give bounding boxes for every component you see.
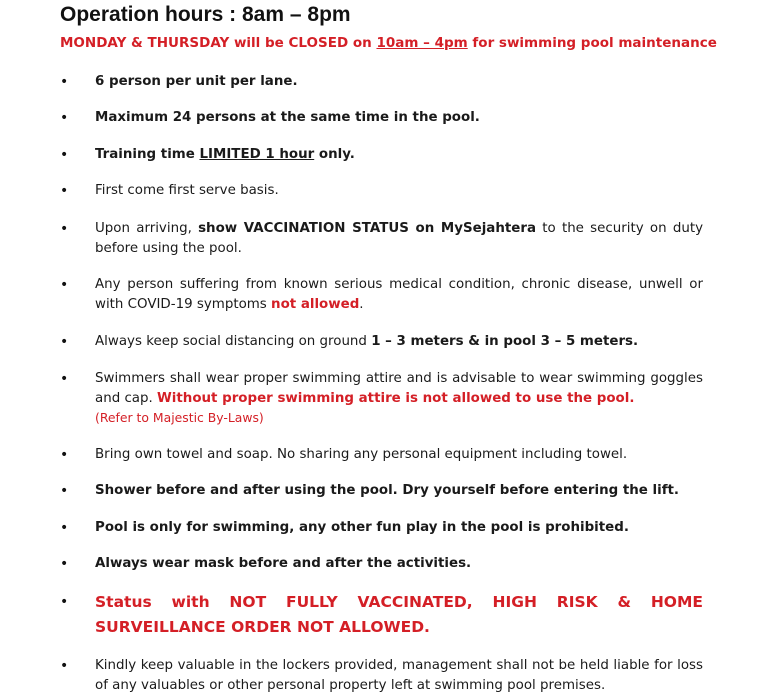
bullet-icon: • xyxy=(60,371,69,387)
rule-text-part: to the security on duty before using the pool. xyxy=(95,221,703,256)
rule-text: Pool is only for swimming, any other fun play in the pool is prohibited. xyxy=(95,520,629,535)
rule-text: First come first serve basis. xyxy=(95,183,279,198)
rule-text: Kindly keep valuable in the lockers provided, management shall not be held liable for loss of any valuables or other personal property left at swimming pool premises. xyxy=(95,658,703,693)
bullet-icon: • xyxy=(60,183,69,199)
bullet-icon: • xyxy=(60,221,69,237)
page-title: Operation hours : 8am – 8pm xyxy=(60,3,351,26)
bullet-icon: • xyxy=(60,334,69,350)
bullet-icon: • xyxy=(60,74,69,90)
maintenance-notice xyxy=(60,35,717,51)
warning-line: SURVEILLANCE ORDER NOT ALLOWED. xyxy=(95,618,430,636)
rule-text-warning: Without proper swimming attire is not allowed to use the pool. xyxy=(157,391,635,406)
rule-text: Bring own towel and soap. No sharing any personal equipment including towel. xyxy=(95,447,628,462)
bullet-icon: • xyxy=(60,147,69,163)
rule-text: Maximum 24 persons at the same time in the pool. xyxy=(95,110,480,125)
bullet-icon: • xyxy=(60,483,69,499)
bullet-icon: • xyxy=(60,594,69,610)
rule-text: Shower before and after using the pool. Dry yourself before entering the lift. xyxy=(95,483,680,498)
rule-text xyxy=(95,369,703,427)
rule-text-part: Upon arriving, xyxy=(95,221,199,236)
rule-text: 6 person per unit per lane. xyxy=(95,74,298,89)
warning-line: Status with NOT FULLY VACCINATED, HIGH RISK & HOME xyxy=(95,593,703,611)
bullet-icon: • xyxy=(60,520,69,536)
rule-text-emphasis: LIMITED 1 hour xyxy=(199,147,315,162)
rule-reference: (Refer to Majestic By-Laws) xyxy=(95,410,264,425)
rule-text-emphasis: 1 – 3 meters & in pool 3 – 5 meters. xyxy=(371,334,639,349)
bullet-icon: • xyxy=(60,110,69,126)
rule-text-warning: not allowed xyxy=(271,297,360,312)
rule-text-part: Always keep social distancing on ground xyxy=(95,334,372,349)
rule-text-part: only. xyxy=(314,147,355,162)
rule-text-emphasis: show VACCINATION STATUS on MySejahtera xyxy=(198,221,536,236)
notice-prefix: MONDAY & THURSDAY will be CLOSED on xyxy=(60,35,377,51)
rule-text xyxy=(95,145,703,165)
bullet-icon: • xyxy=(60,277,69,293)
rule-text xyxy=(95,332,703,352)
notice-suffix: for swimming pool maintenance xyxy=(467,35,717,51)
rule-text-part: Swimmers shall wear proper swimming attire and is advisable to wear swimming goggles and cap. xyxy=(95,371,703,406)
rule-text xyxy=(95,275,703,315)
bullet-icon: • xyxy=(60,447,69,463)
rule-text-part: Training time xyxy=(95,147,200,162)
rule-text xyxy=(95,219,703,259)
rule-text-part: . xyxy=(359,297,364,312)
bullet-icon: • xyxy=(60,658,69,674)
rule-text-part: Any person suffering from known serious medical condition, chronic disease, unwell or with COVID-19 symptoms xyxy=(95,277,703,312)
rule-text: Always wear mask before and after the activities. xyxy=(95,556,472,571)
notice-time: 10am – 4pm xyxy=(376,35,468,51)
rule-text-warning xyxy=(95,590,703,640)
bullet-icon: • xyxy=(60,556,69,572)
